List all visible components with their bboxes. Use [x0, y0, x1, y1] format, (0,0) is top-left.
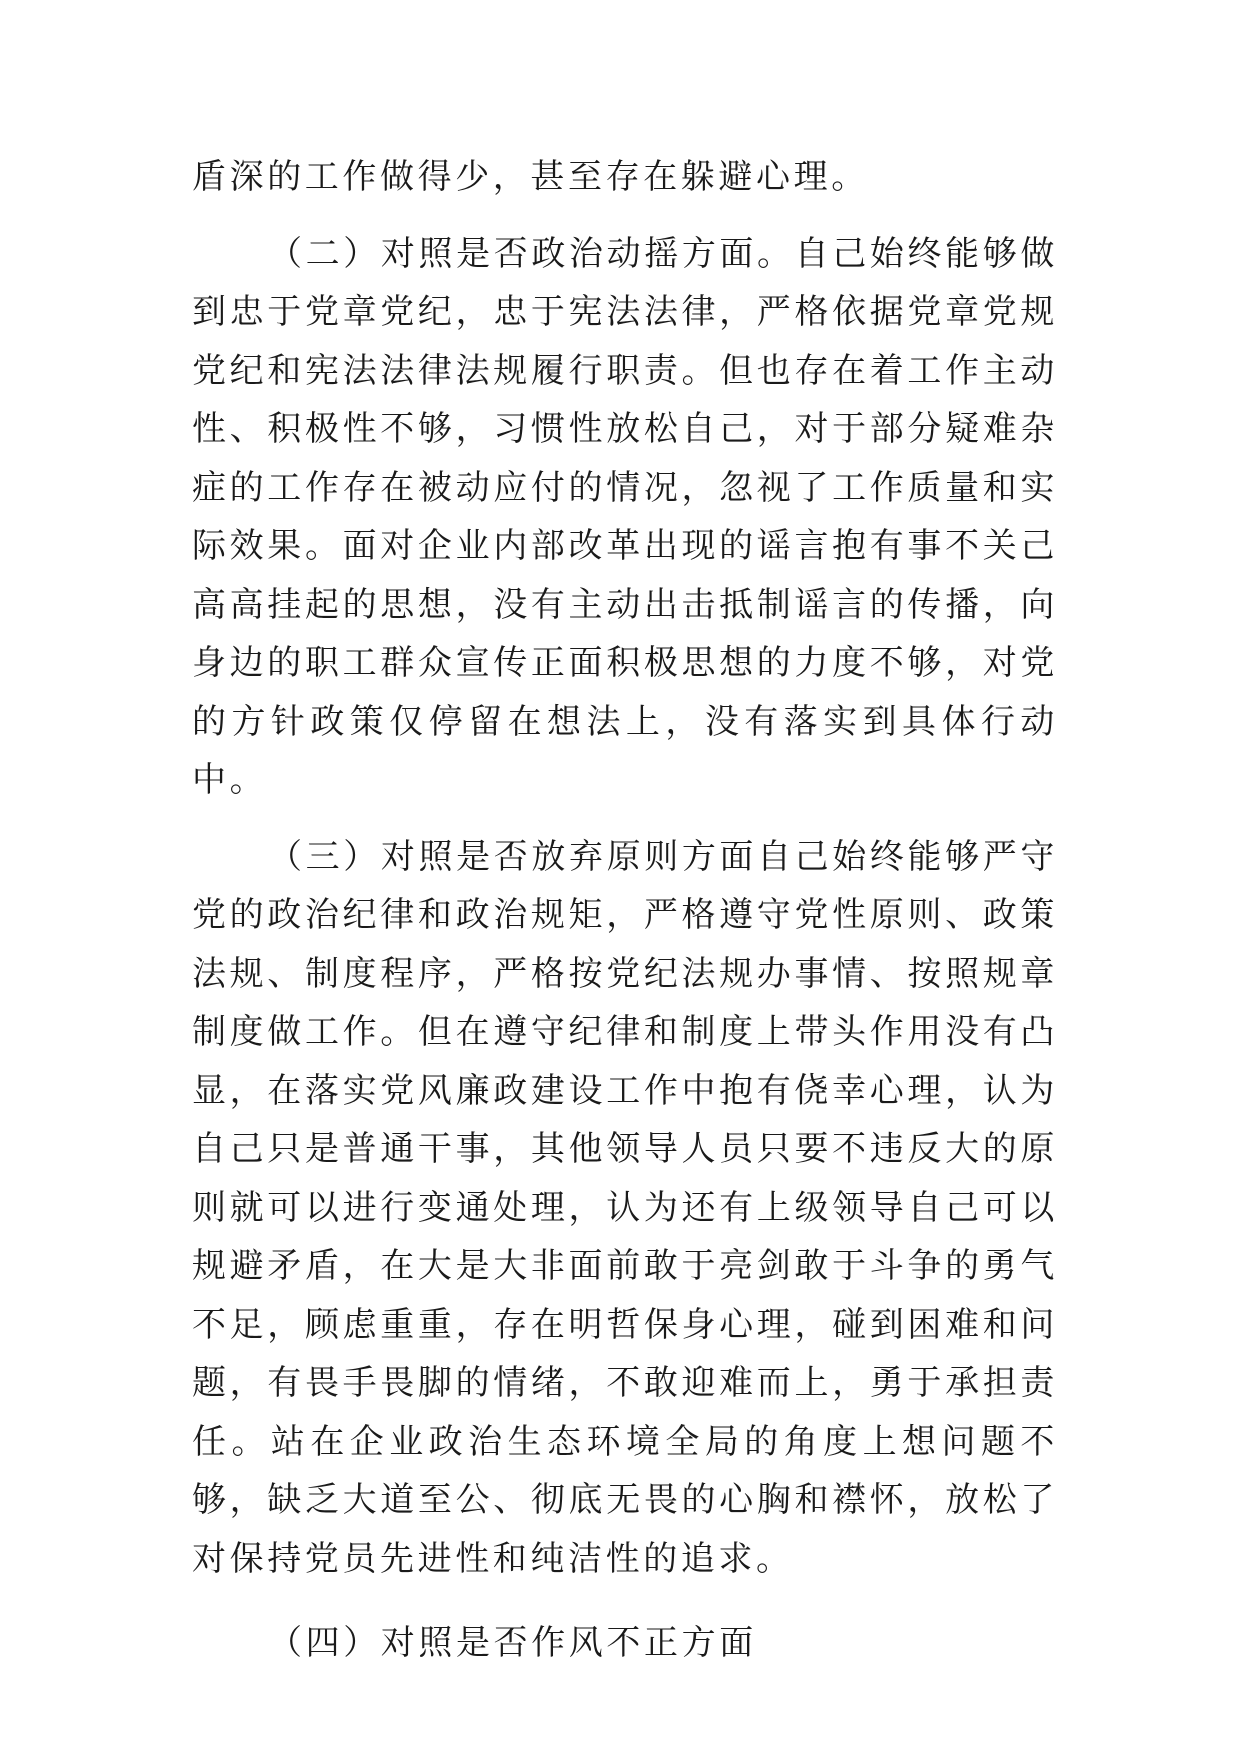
paragraph-continuation: 盾深的工作做得少，甚至存在躲避心理。	[192, 157, 869, 197]
paragraph-political-wavering: （二）对照是否政治动摇方面。自己始终能够做到忠于党章党纪，忠于宪法法律，严格依据党章党规党纪和宪法法律法规履行职责。但也存在着工作主动性、积极性不够，习惯性放松自己，对于部分疑难杂症的工作存在被动应付的情况，忽视了工作质量和实际效果。面对企业内部改革出现的谣言抱有事不关己高高挂起的思想，没有主动出击抵制谣言的传播，向身边的职工群众宣传正面积极思想的力度不够，对党的方针政策仅停留在想法上，没有落实到具体行动中。	[192, 233, 1058, 800]
paragraph-improper-conduct-heading: （四）对照是否作风不正方面	[268, 1623, 757, 1663]
paragraph-abandoning-principles: （三）对照是否放弃原则方面自己始终能够严守党的政治纪律和政治规矩，严格遵守党性原则、政策法规、制度程序，严格按党纪法规办事情、按照规章制度做工作。但在遵守纪律和制度上带头作用没有凸显，在落实党风廉政建设工作中抱有侥幸心理，认为自己只是普通干事，其他领导人员只要不违反大的原则就可以进行变通处理，认为还有上级领导自己可以规避矛盾，在大是大非面前敢于亮剑敢于斗争的勇气不足，顾虑重重，存在明哲保身心理，碰到困难和问题，有畏手畏脚的情绪，不敢迎难而上，勇于承担责任。站在企业政治生态环境全局的角度上想问题不够，缺乏大道至公、彻底无畏的心胸和襟怀，放松了对保持党员先进性和纯洁性的追求。	[192, 836, 1058, 1579]
document-body	[192, 148, 1058, 1673]
